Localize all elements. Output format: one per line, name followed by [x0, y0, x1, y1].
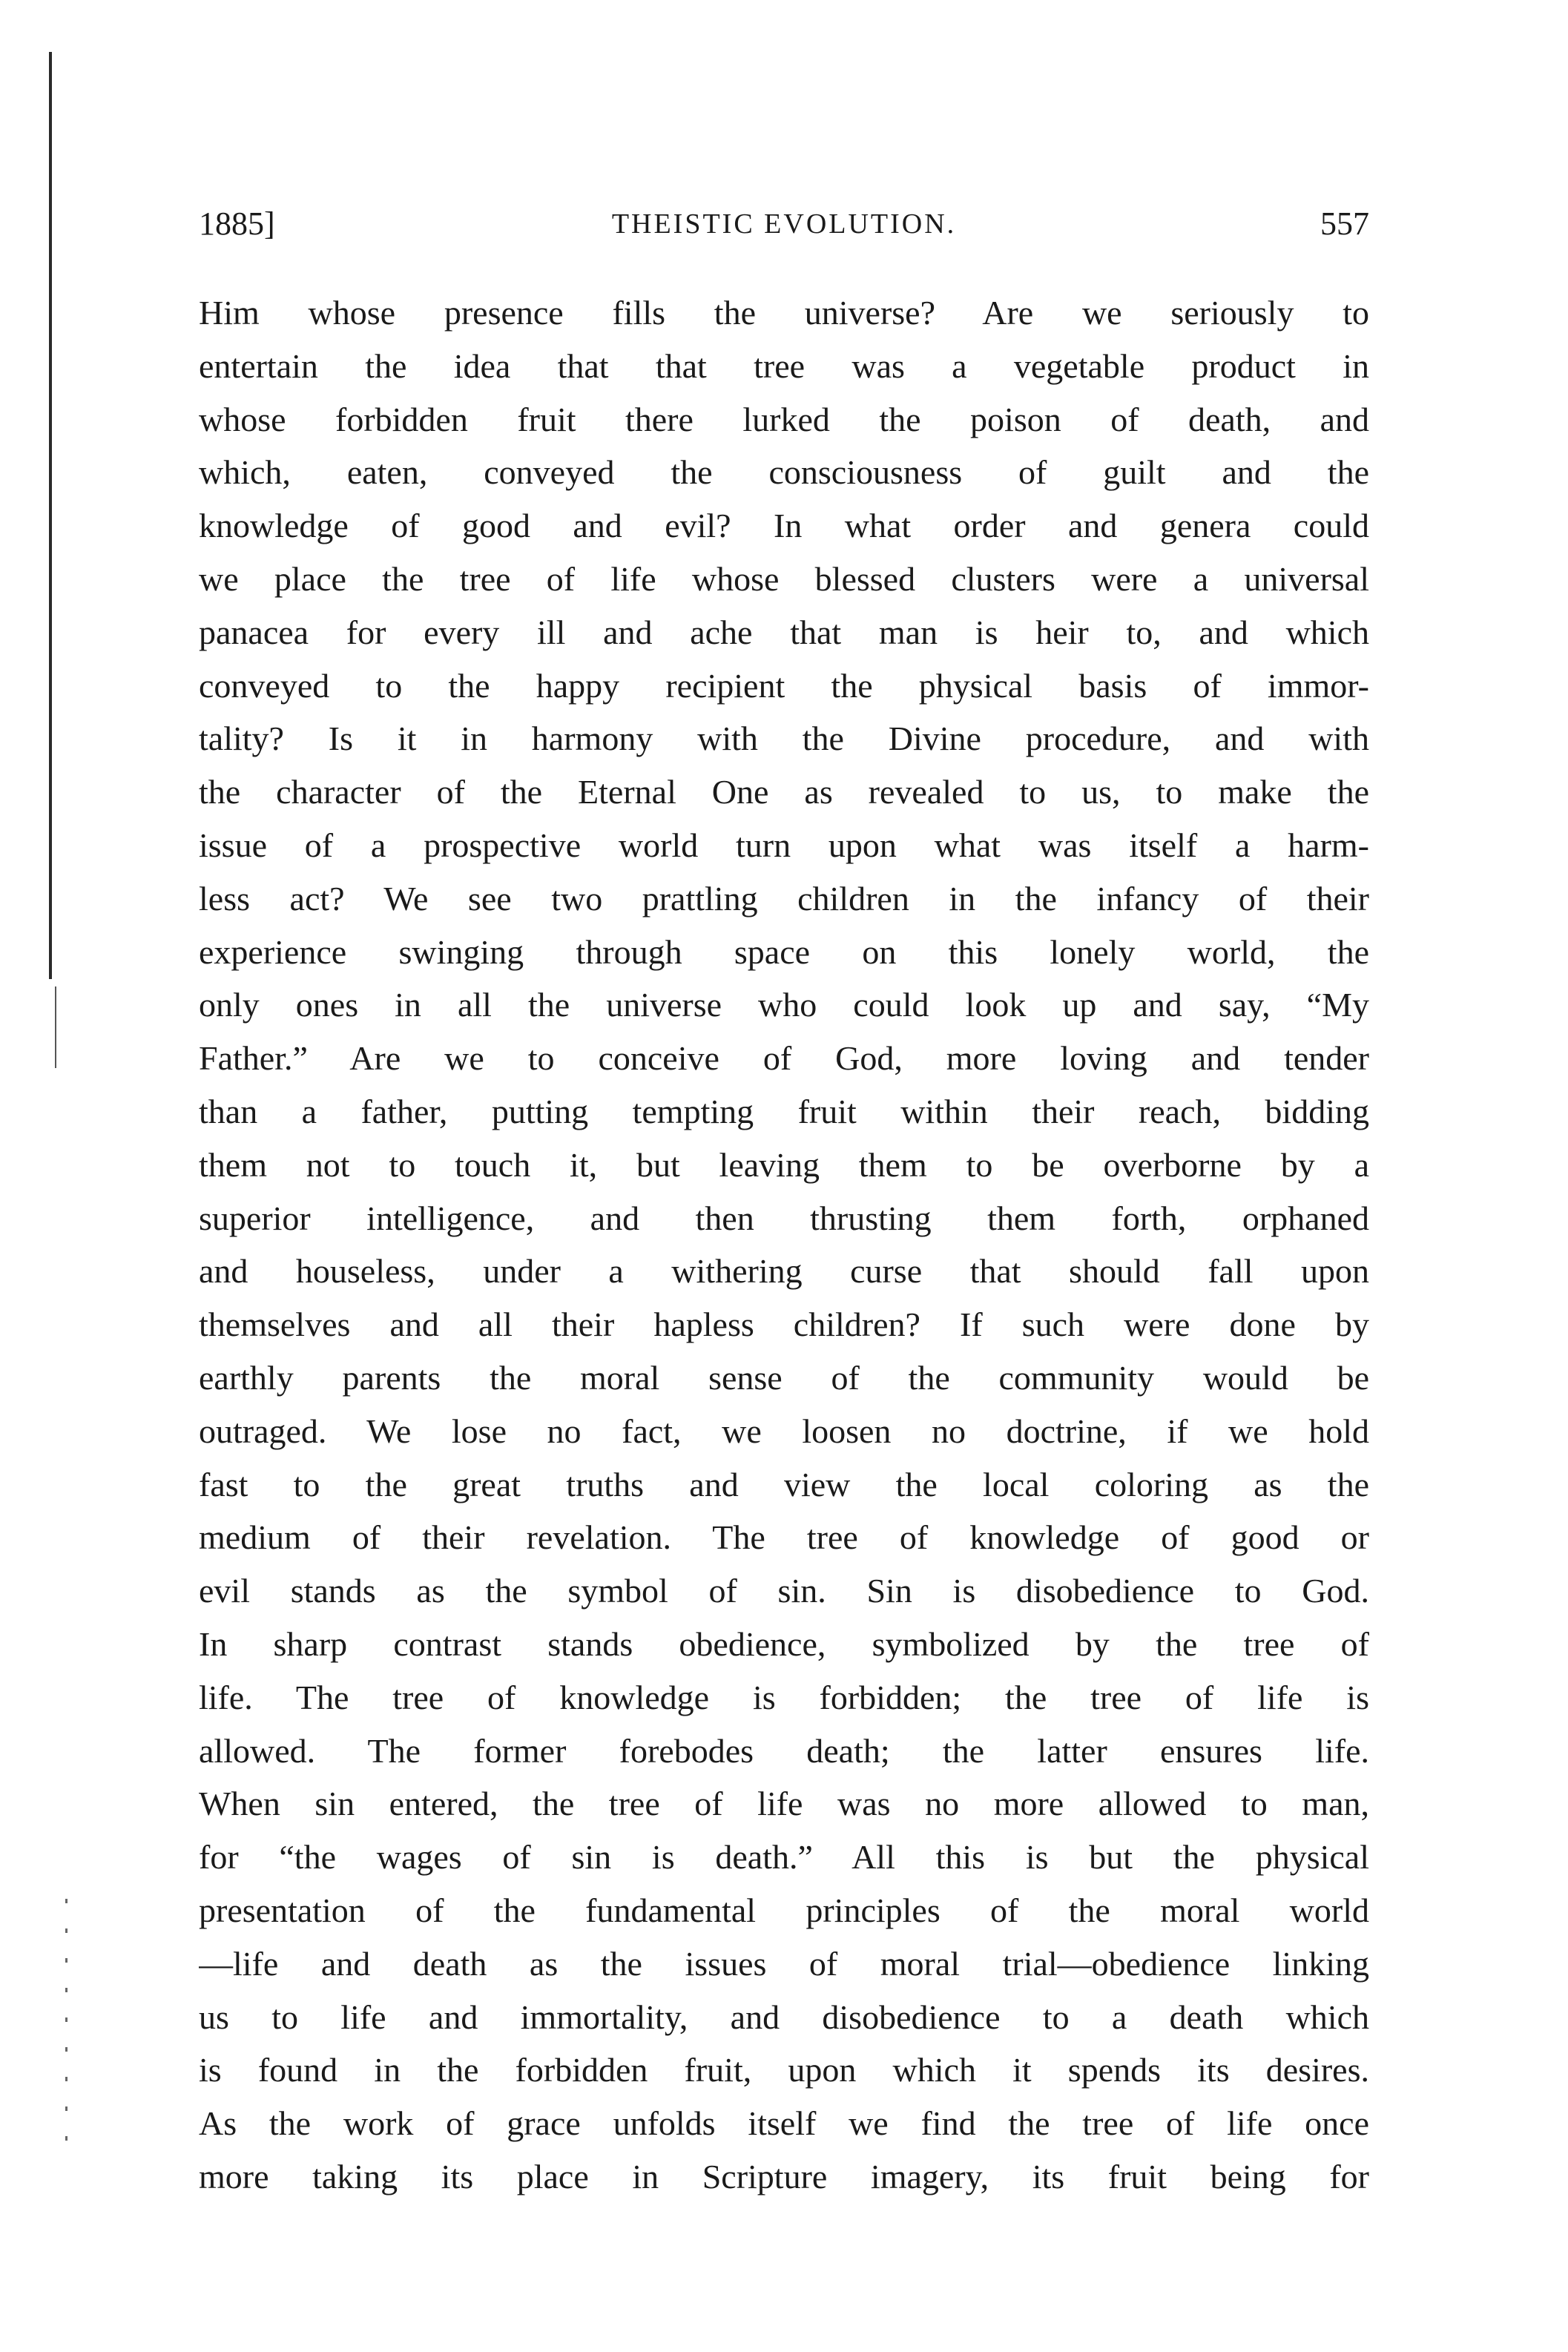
text-line: When sin entered, the tree of life was no more allowed to man, — [199, 1785, 1369, 1823]
text-line: less act? We see two prattling children in the infancy of their — [199, 879, 1369, 918]
text-line: presentation of the fundamental principles of the moral world — [199, 1891, 1369, 1929]
text-line: we place the tree of life whose blessed clusters were a universal — [199, 559, 1369, 598]
text-line: As the work of grace unfolds itself we find the tree of life once — [199, 2104, 1369, 2143]
text-line: the character of the Eternal One as revealed to us, to make the — [199, 773, 1369, 811]
running-header — [199, 200, 1369, 248]
text-line: and houseless, under a withering curse that should fall upon — [199, 1252, 1369, 1291]
text-line: whose forbidden fruit there lurked the poison of death, and — [199, 400, 1369, 438]
text-line: than a father, putting tempting fruit within their reach, bidding — [199, 1092, 1369, 1130]
text-line: Father.” Are we to conceive of God, more loving and tender — [199, 1039, 1369, 1078]
text-line: us to life and immortality, and disobedience to a death which — [199, 1997, 1369, 2036]
page-number: 557 — [1320, 205, 1369, 242]
text-line: life. The tree of knowledge is forbidden; the tree of life is — [199, 1678, 1369, 1716]
text-line: superior intelligence, and then thrusting them forth, orphaned — [199, 1199, 1369, 1237]
text-line: is found in the forbidden fruit, upon which it spends its desires. — [199, 2051, 1369, 2089]
text-line: more taking its place in Scripture imagery, its fruit being for — [199, 2157, 1369, 2195]
text-line: knowledge of good and evil? In what order and genera could — [199, 507, 1369, 545]
text-line: earthly parents the moral sense of the community would be — [199, 1358, 1369, 1397]
page-binding-edge-lower — [55, 986, 56, 1068]
text-line: outraged. We lose no fact, we loosen no doctrine, if we hold — [199, 1411, 1369, 1450]
text-line: allowed. The former forebodes death; the latter ensures life. — [199, 1731, 1369, 1770]
text-line: evil stands as the symbol of sin. Sin is disobedience to God. — [199, 1572, 1369, 1610]
text-line: entertain the idea that that tree was a vegetable product in — [199, 346, 1369, 385]
text-line: In sharp contrast stands obedience, symbolized by the tree of — [199, 1624, 1369, 1663]
header-title: THEISTIC EVOLUTION. — [611, 208, 957, 240]
text-line: for “the wages of sin is death.” All this is but the physical — [199, 1838, 1369, 1877]
body-text — [199, 286, 1369, 2204]
text-line: which, eaten, conveyed the consciousness of guilt and the — [199, 453, 1369, 492]
text-line: only ones in all the universe who could look up and say, “My — [199, 986, 1369, 1024]
text-line: Him whose presence fills the universe? Are we seriously to — [199, 294, 1369, 332]
text-line: conveyed to the happy recipient the physical basis of immor- — [199, 666, 1369, 705]
text-line: themselves and all their hapless children? If such were done by — [199, 1305, 1369, 1344]
text-line: them not to touch it, but leaving them to be overborne by a — [199, 1145, 1369, 1184]
page-binding-dots — [65, 1899, 67, 2166]
header-year: 1885] — [199, 205, 275, 242]
text-line: tality? Is it in harmony with the Divine procedure, and with — [199, 719, 1369, 758]
text-line: experience swinging through space on this lonely world, the — [199, 932, 1369, 971]
text-line: issue of a prospective world turn upon what was itself a harm- — [199, 826, 1369, 864]
text-line: medium of their revelation. The tree of knowledge of good or — [199, 1518, 1369, 1557]
text-line: —life and death as the issues of moral trial—obedience linking — [199, 1944, 1369, 1983]
text-line: panacea for every ill and ache that man is heir to, and which — [199, 613, 1369, 651]
page-binding-edge — [49, 52, 52, 979]
text-line: fast to the great truths and view the local coloring as the — [199, 1465, 1369, 1503]
